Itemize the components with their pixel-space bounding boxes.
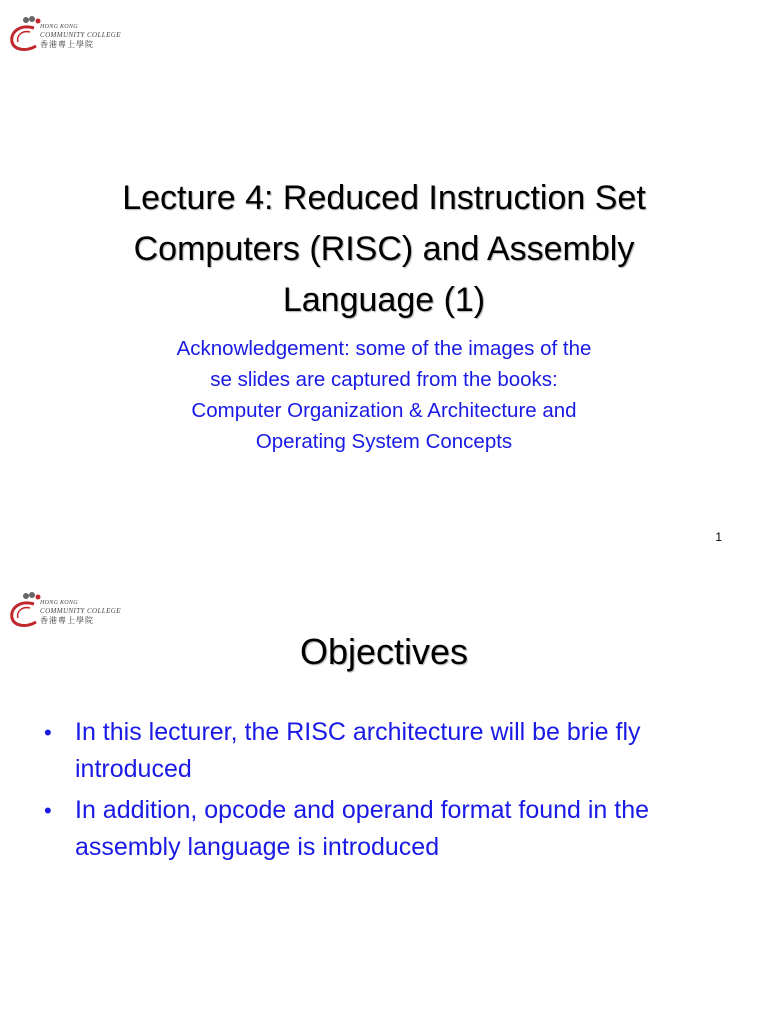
slide-title: [40, 173, 728, 326]
college-logo: [6, 590, 126, 630]
logo-text-line2: COMMUNITY COLLEGE: [40, 31, 121, 39]
college-logo: [6, 14, 126, 54]
logo-text-line3: 香港專上學院: [40, 616, 94, 625]
acknowledgement-line: Acknowledgement: some of the images of the: [176, 337, 592, 360]
logo-text-line1: HONG KONG: [40, 600, 78, 606]
logo-text-line1: HONG KONG: [40, 24, 78, 30]
bullet-text: In addition, opcode and operand format found in the assembly language is introduced: [75, 796, 650, 861]
page-number: 1: [715, 530, 722, 544]
acknowledgement-line: Operating System Concepts: [255, 430, 513, 453]
bullet-dot-icon: •: [44, 720, 52, 745]
logo-text-line3: 香港專上學院: [40, 40, 94, 49]
bullet-text: In this lecturer, the RISC architecture will be brie fly introduced: [75, 718, 641, 783]
bullet-item: [40, 714, 740, 788]
slide-title: Objectives: [299, 631, 469, 672]
title-line: Lecture 4: Reduced Instruction Set: [122, 179, 646, 217]
bullet-item: [40, 792, 740, 866]
slide-2: [0, 576, 768, 1024]
acknowledgement-line: se slides are captured from the books:: [210, 368, 558, 391]
title-line: Language (1): [282, 281, 486, 319]
logo-text-line2: COMMUNITY COLLEGE: [40, 607, 121, 615]
bullet-dot-icon: •: [44, 798, 52, 823]
acknowledgement-line: Computer Organization & Architecture and: [191, 399, 577, 422]
title-line: Computers (RISC) and Assembly: [133, 230, 635, 268]
bullet-list: [40, 714, 740, 870]
acknowledgement-text: [104, 333, 664, 457]
